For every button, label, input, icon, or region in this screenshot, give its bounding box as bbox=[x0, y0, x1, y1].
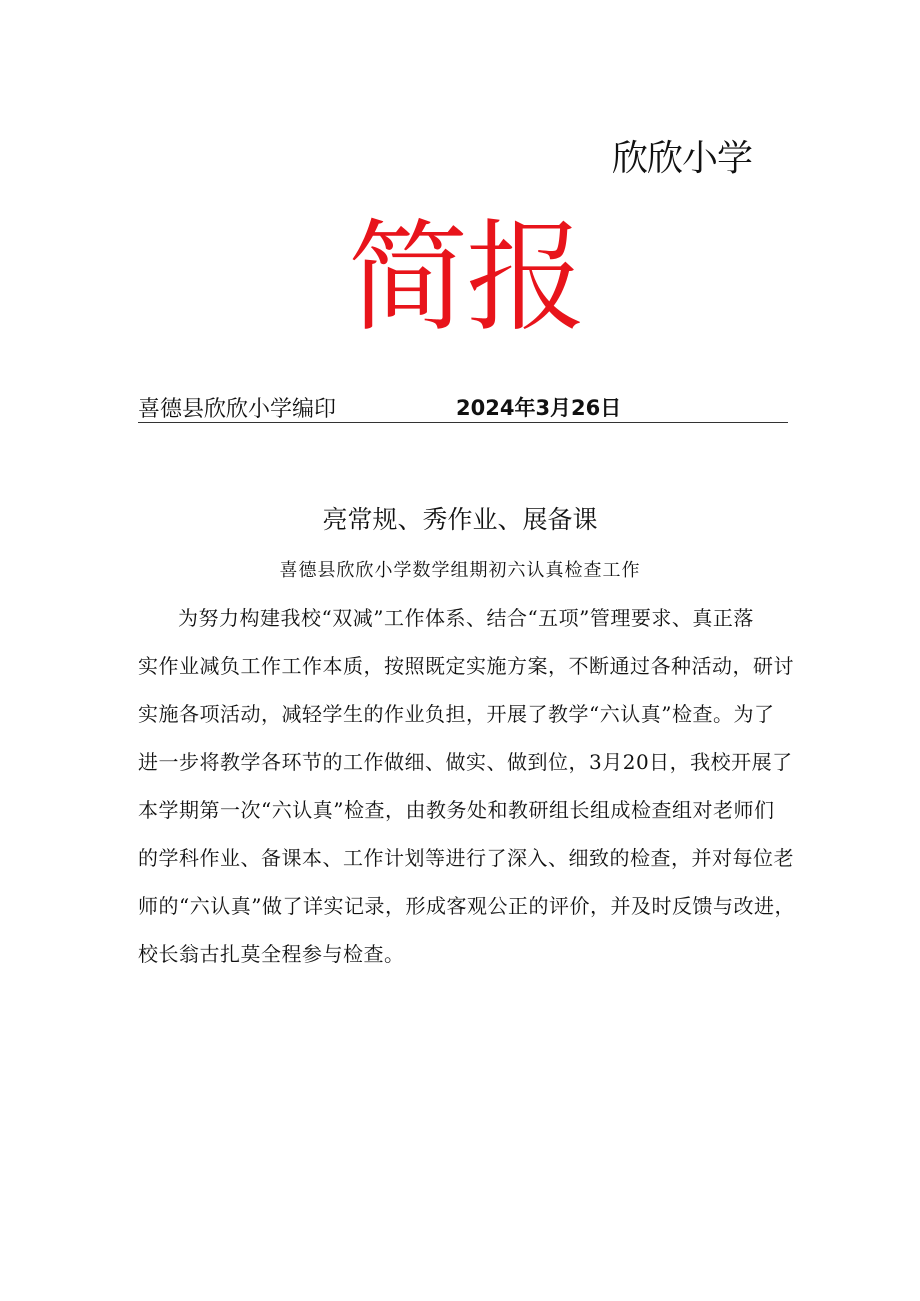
issuer: 喜德县欣欣小学编印 bbox=[138, 397, 337, 422]
body-line: 进一步将教学各环节的工作做细、做实、做到位，3月20日，我校开展了 bbox=[138, 750, 793, 774]
body-line: 实施各项活动，减轻学生的作业负担，开展了教学“六认真”检查。为了 bbox=[138, 702, 775, 726]
body-line: 为努力构建我校“双减”工作体系、结合“五项”管理要求、真正落 bbox=[178, 606, 754, 630]
body-line: 本学期第一次“六认真”检查，由教务处和教研组长组成检查组对老师们 bbox=[138, 798, 775, 822]
issue-date: 2024年3月26日 bbox=[456, 396, 622, 420]
body-line: 的学科作业、备课本、工作计划等进行了深入、细致的检查，并对每位老 bbox=[138, 846, 794, 870]
body-line: 师的“六认真”做了详实记录，形成客观公正的评价，并及时反馈与改进， bbox=[138, 894, 795, 918]
article-title: 亮常规、秀作业、展备课 bbox=[322, 505, 598, 534]
body-line: 校长翁古扎莫全程参与检查。 bbox=[138, 942, 405, 966]
article-body bbox=[138, 600, 795, 984]
article-subtitle: 喜德县欣欣小学数学组期初六认真检查工作 bbox=[279, 560, 641, 581]
school-name: 欣欣小学 bbox=[612, 138, 753, 179]
bulletin-title: 简报 bbox=[348, 209, 584, 348]
body-line: 实作业减负工作工作本质，按照既定实施方案，不断通过各种活动，研讨 bbox=[138, 654, 794, 678]
issuer-date-row bbox=[138, 392, 788, 423]
